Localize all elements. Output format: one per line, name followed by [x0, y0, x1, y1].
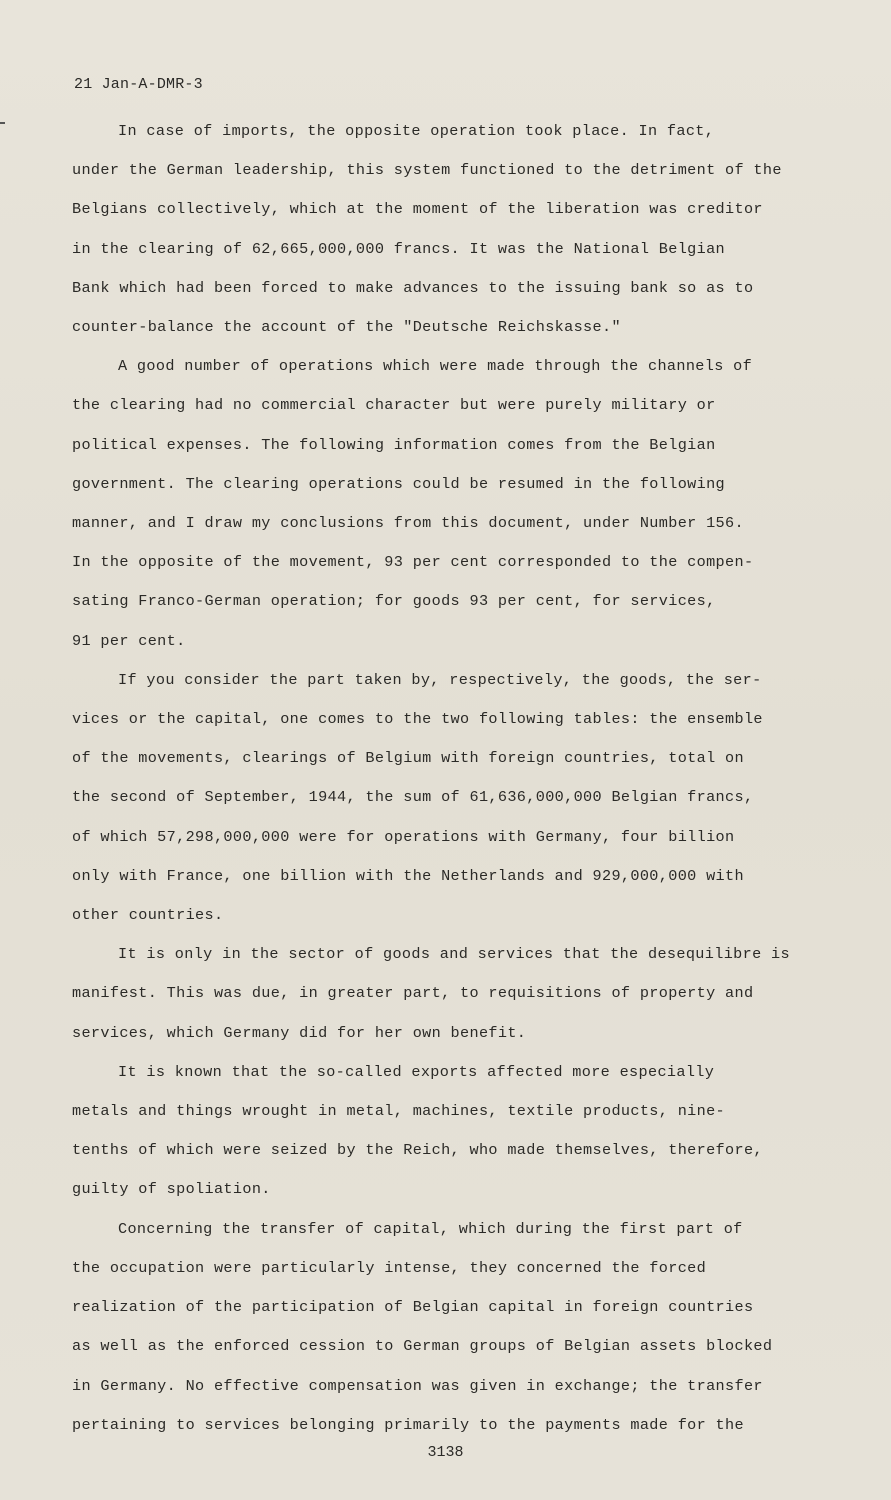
text-line: counter-balance the account of the "Deutsche Reichskasse." [72, 318, 621, 337]
text-line: Bank which had been forced to make advances to the issuing bank so as to [72, 278, 754, 297]
text-line: vices or the capital, one comes to the two following tables: the ensemble [72, 710, 763, 729]
text-line: It is known that the so-called exports affected more especially [118, 1062, 715, 1081]
text-line: political expenses. The following information comes from the Belgian [72, 435, 716, 454]
text-line: the second of September, 1944, the sum of 61,636,000,000 Belgian francs, [72, 788, 754, 807]
text-line: Belgians collectively, which at the moment of the liberation was creditor [72, 200, 763, 219]
text-line: of which 57,298,000,000 were for operations with Germany, four billion [72, 827, 735, 846]
paragraph [72, 661, 807, 935]
margin-mark [0, 122, 5, 124]
text-line: sating Franco-German operation; for goods 93 per cent, for services, [72, 592, 716, 611]
text-line: In case of imports, the opposite operation took place. In fact, [118, 122, 715, 140]
text-line: as well as the enforced cession to German groups of Belgian assets blocked [72, 1337, 773, 1356]
text-line: in the clearing of 62,665,000,000 francs. It was the National Belgian [72, 239, 726, 258]
text-line: of the movements, clearings of Belgium with foreign countries, total on [72, 749, 744, 768]
text-line: in Germany. No effective compensation was given in exchange; the transfer [72, 1376, 763, 1395]
page-header: 21 Jan-A-DMR-3 [74, 76, 203, 93]
text-line: metals and things wrought in metal, machines, textile products, nine- [72, 1102, 726, 1121]
text-line: If you consider the part taken by, respectively, the goods, the ser- [118, 670, 762, 689]
paragraph [72, 112, 807, 347]
text-line: services, which Germany did for her own benefit. [72, 1023, 527, 1042]
text-line: realization of the participation of Belgian capital in foreign countries [72, 1298, 754, 1317]
text-line: 91 per cent. [72, 631, 186, 650]
text-line: the occupation were particularly intense, they concerned the forced [72, 1258, 707, 1277]
text-line: A good number of operations which were made through the channels of [118, 357, 753, 376]
document-body [72, 112, 807, 1445]
paragraph [72, 935, 807, 1053]
text-line: It is only in the sector of goods and services that the desequilibre is [118, 945, 790, 964]
paragraph [72, 1053, 807, 1210]
text-line: government. The clearing operations could be resumed in the following [72, 474, 726, 493]
text-line: other countries. [72, 906, 224, 925]
text-line: manner, and I draw my conclusions from this document, under Number 156. [72, 514, 744, 533]
paragraph [72, 1210, 807, 1445]
text-line: pertaining to services belonging primarily to the payments made for the [72, 1415, 744, 1434]
page-number: 3138 [427, 1444, 464, 1461]
text-line: In the opposite of the movement, 93 per cent corresponded to the compen- [72, 553, 754, 572]
text-line: guilty of spoliation. [72, 1180, 271, 1199]
text-line: tenths of which were seized by the Reich, who made themselves, therefore, [72, 1141, 763, 1160]
paragraph [72, 347, 807, 661]
text-line: only with France, one billion with the Netherlands and 929,000,000 with [72, 866, 744, 885]
text-line: manifest. This was due, in greater part, to requisitions of property and [72, 984, 754, 1003]
text-line: the clearing had no commercial character but were purely military or [72, 396, 716, 415]
text-line: under the German leadership, this system functioned to the detriment of the [72, 161, 782, 180]
text-line: Concerning the transfer of capital, which during the first part of [118, 1219, 743, 1238]
